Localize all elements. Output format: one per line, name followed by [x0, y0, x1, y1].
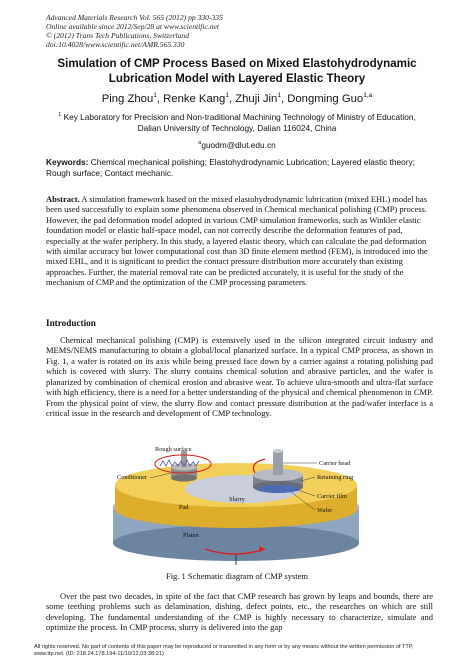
keywords: [46, 157, 433, 179]
keywords-text: Chemical mechanical polishing; Elastohydrodynamic Lubrication; Layered elastic theory; Rough surface; Contact mechanic.: [46, 157, 415, 178]
author-name: Ping Zhou: [101, 93, 154, 105]
label-retaining-ring: Retaining ring: [317, 474, 354, 481]
email-address[interactable]: guodm@dlut.edu.cn: [201, 139, 276, 150]
affiliation-line-2: Dalian University of Technology, Dalian 116024, China: [137, 122, 337, 133]
keywords-label: Keywords:: [46, 157, 89, 167]
title-line-1: Simulation of CMP Process Based on Mixed Elastohydrodynamic: [57, 57, 417, 70]
journal-citation: Advanced Materials Research Vol. 565 (2012) pp 330-335: [46, 13, 223, 22]
affiliation-mark: 1: [58, 112, 62, 118]
label-wafer: Wafer: [317, 507, 333, 514]
journal-header: [46, 13, 426, 49]
title-line-2: Lubrication Model with Layered Elastic Theory: [108, 71, 366, 85]
copyright-line: © (2012) Trans Tech Publications, Switzerland: [46, 31, 190, 40]
author-name: Renke Kang: [163, 93, 226, 105]
introduction-paragraph-1: Chemical mechanical polishing (CMP) is extensively used in the silicon integrated circuit industry and MEMS/NEMS manufacturing to obtain a global/local planarized surface. In a typical CMP process, as shown in Fig. 1, a wafer is rotated on its axis while being pressed face down by a carrier against a rotating polishing pad which is covered with slurry. The slurry contains chemical solution and abrasive particles, and the wafer is planarized by combination of chemical erosion and abrasive wear. To achieve ultra-smooth and ultra-flat surface with high efficiency, there is a need for a better understanding of the physical and chemical phenomenon in CMP. From the physical point of view, the slurry flow and contact pressure distribution at the pad/wafer interface is a critical issue in the research and development of CMP technology.: [46, 335, 433, 419]
abstract: [46, 194, 433, 288]
figure-caption: Fig. 1 Schematic diagram of CMP system: [165, 571, 309, 581]
author-list: Ping Zhou$^1$, Renke Kang$^1$, Zhuji Jin$^1$, Dongming Guo$^{1,a}$: [101, 92, 373, 105]
author-affiliation-mark: 1: [225, 92, 229, 100]
cmp-schematic-figure: [105, 445, 367, 567]
email-mark: a: [198, 140, 202, 146]
label-slurry: Slurry: [229, 496, 245, 503]
affiliation: [30, 110, 444, 134]
label-platen: Platen: [183, 532, 199, 539]
copyright-footer: [34, 644, 444, 658]
paper-title: [30, 57, 444, 86]
wafer: [258, 485, 298, 493]
doi-line: doi:10.4028/www.scientific.net/AMR.565.330: [46, 40, 185, 49]
section-heading-introduction: Introduction: [46, 318, 96, 328]
online-availability: Online available since 2012/Sep/28 at www.scientific.net: [46, 22, 220, 31]
introduction-paragraph-2: Over the past two decades, in spite of the fact that CMP research has grown by leaps and bounds, there are some teething problems such as delamination, dishing, defect points, etc., the researches on which are still developing. The fundamental understanding of the CMP is highly necessary to characterize, simulate and optimize the process. In CMP process, slurry is delivered into the gap: [46, 591, 433, 633]
footer-line-1: All rights reserved. No part of contents of this paper may be reproduced or transmitted in any form or by any means without the written permission of TTP,: [34, 644, 414, 650]
label-carrier-head: Carrier head: [319, 460, 351, 467]
abstract-text: A simulation framework based on the mixed elastohydrodynamic lubrication (mixed EHL) model has been used successfully to explain some phenomena observed in Chemical mechanical polishing (CMP) process. However, the pad deformation model adopted in various CMP simulation frameworks, such as Winkler elastic foundation model or elastic half-space model, can not correctly describe the deformation features of pad, especially at the wafer periphery. In this study, a layered elastic theory, which can calculate the pad deformation with similar accuracy but lower computational cost than 3D finite element method (FEM), is introduced into the mixed EHL, and it is significant to predict the contact pressure distribution more accurately than existing approaches. Further, the material removal rate can be predicted accurately, it is useful for the study of the mechanism of CMP and the optimization of the CMP processing parameters.: [46, 194, 428, 288]
author-name: Zhuji Jin: [235, 93, 278, 105]
author-affiliation-mark: 1: [277, 92, 281, 100]
label-carrier-film: Carrier film: [317, 493, 347, 500]
corresponding-email: [30, 138, 444, 151]
abstract-label: Abstract.: [46, 194, 80, 204]
label-rough-surface: Rough surface: [155, 446, 192, 453]
author-affiliation-mark: 1,a: [363, 92, 373, 100]
affiliation-line-1: Key Laboratory for Precision and Non-traditional Machining Technology of Ministry of Education,: [63, 111, 416, 122]
label-conditioner: Conditioner: [117, 474, 148, 481]
author-affiliation-mark: 1: [153, 92, 157, 100]
author-name: Dongming Guo: [287, 93, 364, 105]
carrier-head: [253, 449, 303, 493]
label-pad: Pad: [179, 504, 189, 511]
footer-line-2: www.ttp.net. (ID: 218.24.178.194-11/10/12,03:38:21): [34, 651, 164, 657]
